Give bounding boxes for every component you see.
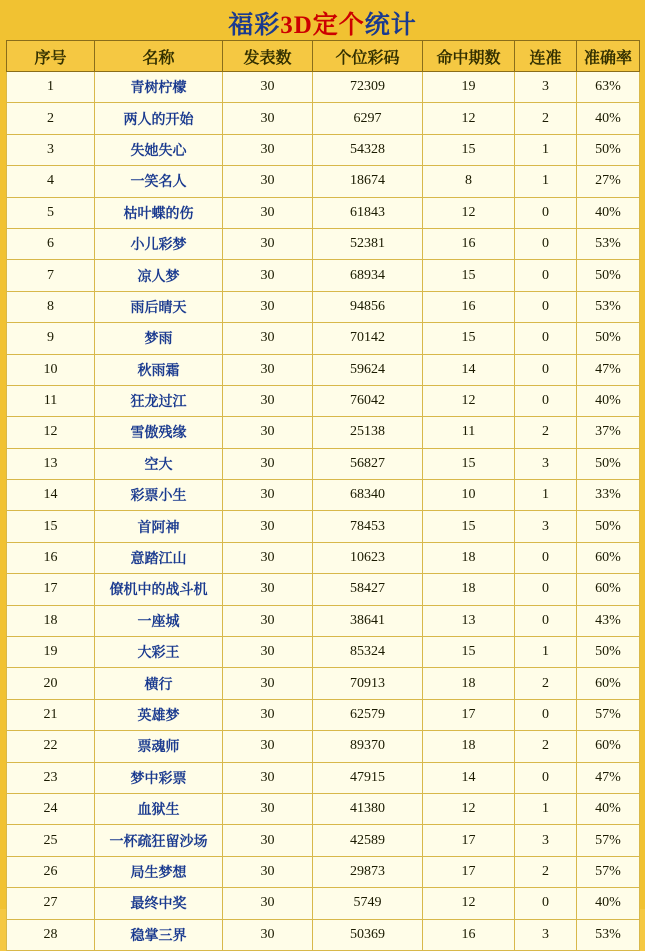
cell-accuracy: 63% xyxy=(577,72,640,103)
column-header-name: 名称 xyxy=(95,41,223,72)
table-header-row xyxy=(7,41,640,72)
cell-index: 12 xyxy=(7,417,95,448)
cell-name: 狂龙过江 xyxy=(95,385,223,416)
cell-publish-count: 30 xyxy=(223,888,313,919)
cell-hit-periods: 17 xyxy=(423,825,515,856)
table-row[interactable] xyxy=(7,480,640,511)
cell-accuracy: 47% xyxy=(577,762,640,793)
cell-name: 梦中彩票 xyxy=(95,762,223,793)
cell-streak: 3 xyxy=(515,72,577,103)
cell-name: 秋雨霜 xyxy=(95,354,223,385)
cell-publish-count: 30 xyxy=(223,103,313,134)
column-header-streak: 连准 xyxy=(515,41,577,72)
cell-hit-periods: 16 xyxy=(423,919,515,950)
cell-index: 25 xyxy=(7,825,95,856)
cell-code: 50369 xyxy=(313,919,423,950)
cell-name: 横行 xyxy=(95,668,223,699)
title-suffix: 统计 xyxy=(364,12,417,39)
cell-streak: 0 xyxy=(515,542,577,573)
cell-accuracy: 60% xyxy=(577,731,640,762)
cell-name: 最终中奖 xyxy=(95,888,223,919)
cell-name: 雪傲残缘 xyxy=(95,417,223,448)
cell-index: 24 xyxy=(7,793,95,824)
cell-accuracy: 40% xyxy=(577,793,640,824)
cell-index: 27 xyxy=(7,888,95,919)
cell-accuracy: 50% xyxy=(577,323,640,354)
cell-publish-count: 30 xyxy=(223,762,313,793)
column-header-index: 序号 xyxy=(7,41,95,72)
cell-streak: 0 xyxy=(515,354,577,385)
cell-hit-periods: 18 xyxy=(423,668,515,699)
cell-publish-count: 30 xyxy=(223,354,313,385)
cell-index: 1 xyxy=(7,72,95,103)
cell-code: 5749 xyxy=(313,888,423,919)
cell-streak: 2 xyxy=(515,103,577,134)
cell-accuracy: 57% xyxy=(577,856,640,887)
cell-index: 11 xyxy=(7,385,95,416)
table-row[interactable] xyxy=(7,511,640,542)
table-row[interactable] xyxy=(7,731,640,762)
cell-hit-periods: 15 xyxy=(423,323,515,354)
cell-streak: 0 xyxy=(515,574,577,605)
cell-accuracy: 37% xyxy=(577,417,640,448)
cell-index: 28 xyxy=(7,919,95,950)
cell-hit-periods: 10 xyxy=(423,480,515,511)
cell-streak: 2 xyxy=(515,731,577,762)
table-row[interactable] xyxy=(7,793,640,824)
cell-streak: 1 xyxy=(515,637,577,668)
column-header-accuracy: 准确率 xyxy=(577,41,640,72)
cell-name: 首阿神 xyxy=(95,511,223,542)
cell-name: 票魂师 xyxy=(95,731,223,762)
cell-accuracy: 57% xyxy=(577,825,640,856)
cell-code: 56827 xyxy=(313,448,423,479)
cell-publish-count: 30 xyxy=(223,448,313,479)
cell-hit-periods: 19 xyxy=(423,72,515,103)
cell-hit-periods: 15 xyxy=(423,260,515,291)
cell-streak: 0 xyxy=(515,699,577,730)
cell-hit-periods: 12 xyxy=(423,103,515,134)
cell-publish-count: 30 xyxy=(223,919,313,950)
cell-code: 6297 xyxy=(313,103,423,134)
cell-publish-count: 30 xyxy=(223,731,313,762)
cell-hit-periods: 11 xyxy=(423,417,515,448)
cell-accuracy: 40% xyxy=(577,103,640,134)
table-row[interactable] xyxy=(7,825,640,856)
cell-index: 2 xyxy=(7,103,95,134)
cell-name: 青树柠檬 xyxy=(95,72,223,103)
cell-name: 彩票小生 xyxy=(95,480,223,511)
cell-code: 29873 xyxy=(313,856,423,887)
cell-code: 25138 xyxy=(313,417,423,448)
cell-publish-count: 30 xyxy=(223,511,313,542)
cell-name: 僚机中的战斗机 xyxy=(95,574,223,605)
cell-hit-periods: 18 xyxy=(423,731,515,762)
table-row[interactable] xyxy=(7,762,640,793)
cell-accuracy: 47% xyxy=(577,354,640,385)
cell-name: 失她失心 xyxy=(95,134,223,165)
cell-code: 38641 xyxy=(313,605,423,636)
cell-code: 10623 xyxy=(313,542,423,573)
cell-publish-count: 30 xyxy=(223,228,313,259)
cell-name: 血狱生 xyxy=(95,793,223,824)
page-title xyxy=(6,6,639,40)
cell-accuracy: 53% xyxy=(577,291,640,322)
cell-accuracy: 40% xyxy=(577,197,640,228)
table-row[interactable] xyxy=(7,103,640,134)
cell-hit-periods: 12 xyxy=(423,888,515,919)
cell-code: 70142 xyxy=(313,323,423,354)
cell-streak: 1 xyxy=(515,480,577,511)
table-row[interactable] xyxy=(7,354,640,385)
cell-name: 梦雨 xyxy=(95,323,223,354)
table-row[interactable] xyxy=(7,417,640,448)
cell-index: 8 xyxy=(7,291,95,322)
cell-streak: 1 xyxy=(515,166,577,197)
cell-code: 41380 xyxy=(313,793,423,824)
cell-streak: 0 xyxy=(515,228,577,259)
cell-accuracy: 53% xyxy=(577,919,640,950)
cell-index: 3 xyxy=(7,134,95,165)
cell-publish-count: 30 xyxy=(223,166,313,197)
cell-accuracy: 60% xyxy=(577,668,640,699)
cell-code: 89370 xyxy=(313,731,423,762)
cell-publish-count: 30 xyxy=(223,323,313,354)
table-row[interactable] xyxy=(7,385,640,416)
cell-streak: 2 xyxy=(515,856,577,887)
cell-accuracy: 50% xyxy=(577,260,640,291)
cell-hit-periods: 15 xyxy=(423,134,515,165)
cell-streak: 0 xyxy=(515,605,577,636)
table-row[interactable] xyxy=(7,448,640,479)
cell-index: 23 xyxy=(7,762,95,793)
cell-hit-periods: 17 xyxy=(423,856,515,887)
cell-accuracy: 43% xyxy=(577,605,640,636)
cell-index: 21 xyxy=(7,699,95,730)
statistics-table xyxy=(6,40,640,951)
cell-index: 19 xyxy=(7,637,95,668)
cell-streak: 0 xyxy=(515,385,577,416)
cell-streak: 0 xyxy=(515,323,577,354)
cell-publish-count: 30 xyxy=(223,825,313,856)
cell-hit-periods: 12 xyxy=(423,793,515,824)
cell-index: 22 xyxy=(7,731,95,762)
cell-name: 一笑名人 xyxy=(95,166,223,197)
cell-hit-periods: 17 xyxy=(423,699,515,730)
cell-index: 5 xyxy=(7,197,95,228)
cell-accuracy: 33% xyxy=(577,480,640,511)
cell-hit-periods: 12 xyxy=(423,197,515,228)
cell-code: 58427 xyxy=(313,574,423,605)
table-row[interactable] xyxy=(7,574,640,605)
cell-hit-periods: 18 xyxy=(423,542,515,573)
cell-accuracy: 50% xyxy=(577,134,640,165)
table-row[interactable] xyxy=(7,134,640,165)
cell-code: 70913 xyxy=(313,668,423,699)
cell-hit-periods: 14 xyxy=(423,354,515,385)
cell-code: 61843 xyxy=(313,197,423,228)
cell-index: 13 xyxy=(7,448,95,479)
table-row[interactable] xyxy=(7,228,640,259)
table-row[interactable] xyxy=(7,72,640,103)
column-header-hit-periods: 命中期数 xyxy=(423,41,515,72)
cell-name: 空大 xyxy=(95,448,223,479)
cell-index: 10 xyxy=(7,354,95,385)
cell-publish-count: 30 xyxy=(223,668,313,699)
cell-code: 72309 xyxy=(313,72,423,103)
cell-streak: 0 xyxy=(515,197,577,228)
cell-name: 大彩王 xyxy=(95,637,223,668)
cell-streak: 1 xyxy=(515,793,577,824)
cell-index: 4 xyxy=(7,166,95,197)
table-row[interactable] xyxy=(7,291,640,322)
cell-streak: 3 xyxy=(515,448,577,479)
cell-code: 68934 xyxy=(313,260,423,291)
cell-publish-count: 30 xyxy=(223,574,313,605)
cell-streak: 0 xyxy=(515,291,577,322)
cell-index: 20 xyxy=(7,668,95,699)
cell-name: 凉人梦 xyxy=(95,260,223,291)
cell-hit-periods: 15 xyxy=(423,637,515,668)
cell-publish-count: 30 xyxy=(223,542,313,573)
cell-code: 42589 xyxy=(313,825,423,856)
cell-accuracy: 40% xyxy=(577,385,640,416)
cell-name: 一杯疏狂留沙场 xyxy=(95,825,223,856)
table-row[interactable] xyxy=(7,197,640,228)
cell-index: 14 xyxy=(7,480,95,511)
cell-code: 76042 xyxy=(313,385,423,416)
cell-code: 54328 xyxy=(313,134,423,165)
cell-accuracy: 57% xyxy=(577,699,640,730)
column-header-code: 个位彩码 xyxy=(313,41,423,72)
cell-code: 59624 xyxy=(313,354,423,385)
cell-publish-count: 30 xyxy=(223,856,313,887)
table-row[interactable] xyxy=(7,260,640,291)
cell-code: 68340 xyxy=(313,480,423,511)
table-row[interactable] xyxy=(7,856,640,887)
cell-publish-count: 30 xyxy=(223,637,313,668)
table-body xyxy=(7,72,640,951)
cell-name: 雨后晴天 xyxy=(95,291,223,322)
cell-index: 26 xyxy=(7,856,95,887)
table-row[interactable] xyxy=(7,166,640,197)
cell-name: 小儿彩梦 xyxy=(95,228,223,259)
cell-publish-count: 30 xyxy=(223,72,313,103)
cell-streak: 0 xyxy=(515,762,577,793)
cell-code: 62579 xyxy=(313,699,423,730)
cell-publish-count: 30 xyxy=(223,260,313,291)
column-header-publish-count: 发表数 xyxy=(223,41,313,72)
cell-hit-periods: 15 xyxy=(423,511,515,542)
cell-hit-periods: 16 xyxy=(423,228,515,259)
cell-index: 16 xyxy=(7,542,95,573)
cell-code: 47915 xyxy=(313,762,423,793)
table-row[interactable] xyxy=(7,668,640,699)
cell-code: 85324 xyxy=(313,637,423,668)
cell-accuracy: 40% xyxy=(577,888,640,919)
cell-accuracy: 27% xyxy=(577,166,640,197)
cell-hit-periods: 8 xyxy=(423,166,515,197)
cell-index: 18 xyxy=(7,605,95,636)
cell-accuracy: 50% xyxy=(577,448,640,479)
cell-accuracy: 50% xyxy=(577,511,640,542)
cell-accuracy: 53% xyxy=(577,228,640,259)
cell-name: 局生梦想 xyxy=(95,856,223,887)
cell-streak: 3 xyxy=(515,919,577,950)
cell-code: 52381 xyxy=(313,228,423,259)
cell-hit-periods: 18 xyxy=(423,574,515,605)
cell-accuracy: 60% xyxy=(577,542,640,573)
cell-streak: 0 xyxy=(515,888,577,919)
cell-streak: 2 xyxy=(515,668,577,699)
cell-streak: 3 xyxy=(515,825,577,856)
cell-publish-count: 30 xyxy=(223,605,313,636)
cell-publish-count: 30 xyxy=(223,291,313,322)
title-highlight: 3D定个 xyxy=(280,12,365,39)
cell-hit-periods: 13 xyxy=(423,605,515,636)
cell-name: 英雄梦 xyxy=(95,699,223,730)
table-row[interactable] xyxy=(7,637,640,668)
cell-index: 17 xyxy=(7,574,95,605)
table-row[interactable] xyxy=(7,919,640,950)
cell-name: 枯叶蝶的伤 xyxy=(95,197,223,228)
title-prefix: 福彩 xyxy=(228,12,281,39)
cell-streak: 3 xyxy=(515,511,577,542)
cell-code: 94856 xyxy=(313,291,423,322)
cell-code: 78453 xyxy=(313,511,423,542)
table-row[interactable] xyxy=(7,542,640,573)
cell-index: 15 xyxy=(7,511,95,542)
cell-hit-periods: 16 xyxy=(423,291,515,322)
cell-streak: 2 xyxy=(515,417,577,448)
cell-hit-periods: 12 xyxy=(423,385,515,416)
cell-accuracy: 60% xyxy=(577,574,640,605)
table-header xyxy=(7,41,640,72)
cell-name: 两人的开始 xyxy=(95,103,223,134)
cell-name: 稳掌三界 xyxy=(95,919,223,950)
cell-publish-count: 30 xyxy=(223,699,313,730)
cell-hit-periods: 14 xyxy=(423,762,515,793)
cell-streak: 0 xyxy=(515,260,577,291)
cell-publish-count: 30 xyxy=(223,134,313,165)
table-row[interactable] xyxy=(7,888,640,919)
cell-publish-count: 30 xyxy=(223,793,313,824)
cell-accuracy: 50% xyxy=(577,637,640,668)
table-row[interactable] xyxy=(7,323,640,354)
cell-code: 18674 xyxy=(313,166,423,197)
cell-hit-periods: 15 xyxy=(423,448,515,479)
cell-publish-count: 30 xyxy=(223,385,313,416)
table-row[interactable] xyxy=(7,699,640,730)
cell-name: 意踏江山 xyxy=(95,542,223,573)
cell-publish-count: 30 xyxy=(223,197,313,228)
cell-name: 一座城 xyxy=(95,605,223,636)
table-row[interactable] xyxy=(7,605,640,636)
cell-index: 6 xyxy=(7,228,95,259)
cell-index: 9 xyxy=(7,323,95,354)
cell-publish-count: 30 xyxy=(223,480,313,511)
cell-index: 7 xyxy=(7,260,95,291)
cell-publish-count: 30 xyxy=(223,417,313,448)
cell-streak: 1 xyxy=(515,134,577,165)
